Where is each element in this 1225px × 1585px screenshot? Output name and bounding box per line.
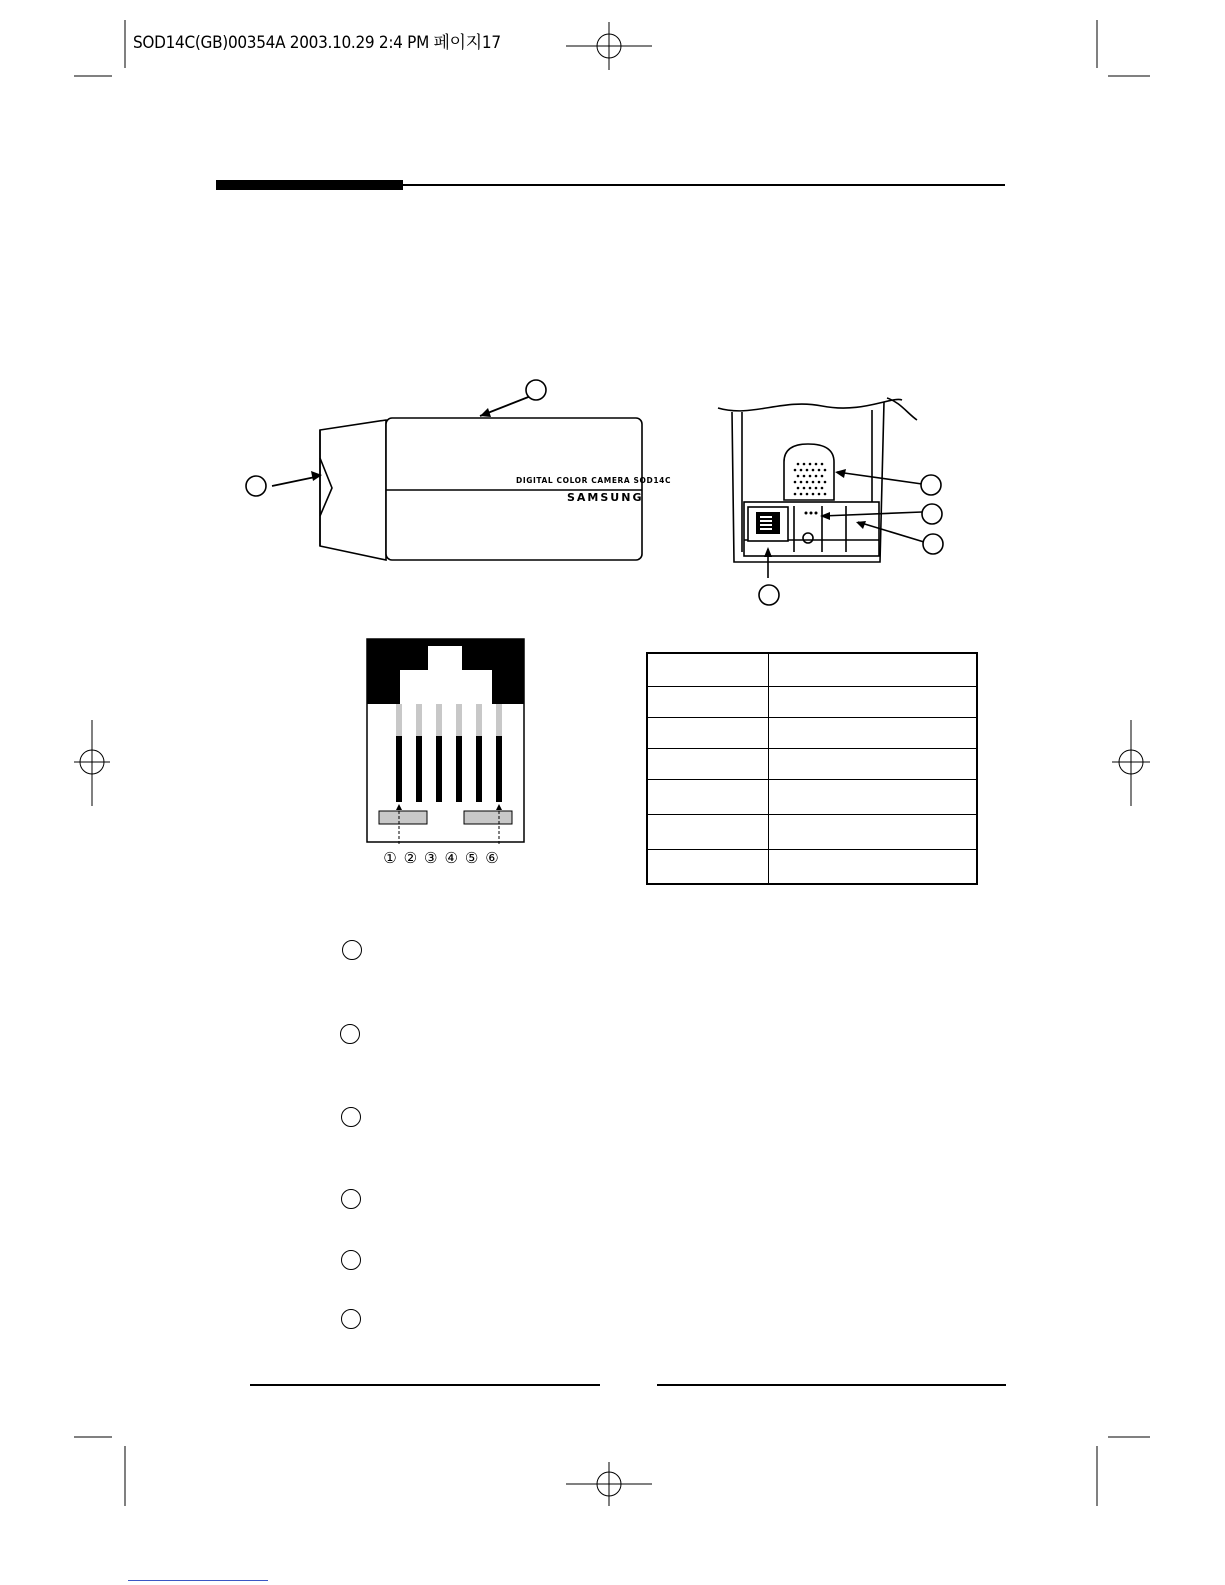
pin-number-labels: [381, 849, 501, 867]
description-bullet: [341, 1309, 361, 1329]
section-heading-bar: [216, 180, 403, 190]
table-cell: [647, 814, 769, 849]
table-row: [647, 717, 977, 748]
pin-label-1: ①: [383, 849, 397, 867]
table-row: [647, 653, 977, 686]
camera-side-view: [240, 378, 660, 598]
camera-rear-view: [712, 392, 982, 612]
table-row: [647, 748, 977, 779]
description-bullet: [340, 1024, 360, 1044]
table-cell: [769, 686, 978, 717]
table-cell: [769, 717, 978, 748]
table-cell: [769, 748, 978, 779]
registration-mark-right: [1112, 720, 1150, 806]
footer-rule-right: [657, 1384, 1006, 1386]
camera-brand-logo: SAMSUNG: [567, 491, 644, 504]
pin-assignment-table: [646, 652, 978, 885]
footer-rule-left: [250, 1384, 600, 1386]
print-header: SOD14C(GB)00354A 2003.10.29 2:4 PM 페이지17: [133, 33, 501, 53]
pin-label-3: ③: [424, 849, 438, 867]
table-cell: [647, 717, 769, 748]
table-row: [647, 849, 977, 884]
pin-label-5: ⑤: [464, 849, 479, 867]
registration-mark-bottom: [566, 1462, 652, 1506]
table-cell: [769, 814, 978, 849]
table-cell: [647, 849, 769, 884]
section-heading-rule: [403, 184, 1005, 186]
table-row: [647, 814, 977, 849]
table-row: [647, 686, 977, 717]
pin-label-4: ④: [444, 849, 458, 867]
pin-label-6: ⑥: [485, 849, 499, 867]
table-cell: [769, 779, 978, 814]
table-cell: [647, 686, 769, 717]
table-row: [647, 779, 977, 814]
table-cell: [769, 849, 978, 884]
description-bullet: [342, 940, 362, 960]
table-cell: [647, 748, 769, 779]
pin-label-2: ②: [403, 849, 418, 867]
table-cell: [647, 779, 769, 814]
description-bullet: [341, 1250, 361, 1270]
connector-pinout-diagram: [366, 638, 526, 844]
camera-model-text: DIGITAL COLOR CAMERA SOD14C: [516, 476, 672, 485]
registration-mark-top: [566, 22, 652, 70]
table-cell: [769, 653, 978, 686]
description-bullet: [341, 1107, 361, 1127]
bottom-edge-link: [128, 1580, 268, 1581]
description-bullet: [341, 1189, 361, 1209]
table-cell: [647, 653, 769, 686]
registration-mark-left: [74, 720, 110, 806]
